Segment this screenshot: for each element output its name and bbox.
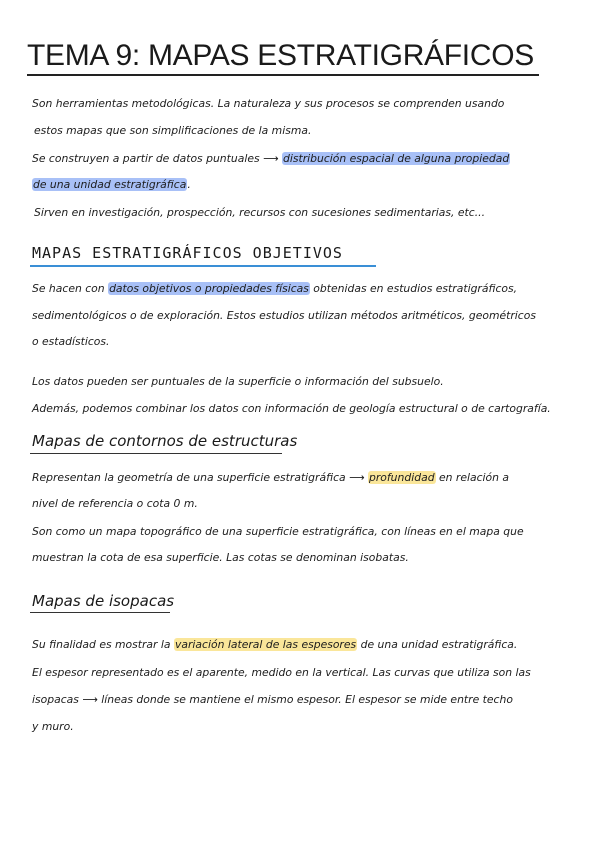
isopacas-line-2: El espesor representado es el aparente, medido en la vertical. Las curvas que utiliza son las [32,666,531,679]
contornos-line-1-start: Representan la geometría de una superficie estratigráfica [32,471,350,484]
contornos-line-3: Son como un mapa topográfico de una superficie estratigráfica, con líneas en el mapa que [32,525,524,538]
section-heading-underline [30,265,376,267]
contornos-line-1 [32,470,509,486]
intro-line-5: Sirven en investigación, prospección, recursos con sucesiones sedimentarias, etc... [34,206,486,219]
intro-line-3-text: Se construyen a partir de datos puntuales [32,152,264,165]
objetivos-line-3: o estadísticos. [32,335,110,348]
arrow-icon: ⟶ [349,471,365,484]
objetivos-line-1-start: Se hacen con [32,282,109,295]
contornos-line-4: muestran la cota de esa superficie. Las cotas se denominan isobatas. [32,551,409,564]
intro-line-2: estos mapas que son simplificaciones de la misma. [34,124,312,137]
arrow-icon: ⟶ [82,693,98,706]
highlight-unidad-estratigrafica: de una unidad estratigráfica [33,178,187,191]
section-heading-objetivos: MAPAS ESTRATIGRÁFICOS OBJETIVOS [32,244,343,262]
title-underline [27,74,539,76]
isopacas-line-3-start: isopacas [32,693,83,706]
section-heading-contornos: Mapas de contornos de estructuras [32,432,298,450]
intro-line-4 [32,177,191,193]
contornos-line-1-end: en relación a [435,471,510,484]
isopacas-line-1 [32,637,517,653]
objetivos-line-4: Los datos pueden ser puntuales de la superficie o información del subsuelo. [32,375,444,388]
highlight-datos-objetivos: datos objetivos o propiedades físicas [109,282,309,295]
objetivos-line-5: Además, podemos combinar los datos con información de geología estructural o de cartografía. [32,402,551,415]
arrow-icon: ⟶ [263,152,279,165]
isopacas-line-3-end: líneas donde se mantiene el mismo espesor. El espesor se mide entre techo [97,693,513,706]
highlight-variacion-lateral: variación lateral de las espesores [174,638,357,651]
highlight-distribucion: distribución espacial de alguna propiedad [282,152,510,165]
isopacas-line-1-start: Su finalidad es mostrar la [32,638,174,651]
intro-line-3 [32,151,510,167]
highlight-profundidad: profundidad [368,471,435,484]
page-title: TEMA 9: MAPAS ESTRATIGRÁFICOS [27,39,534,72]
isopacas-line-1-end: de una unidad estratigráfica. [357,638,518,651]
contornos-line-2: nivel de referencia o cota 0 m. [32,497,198,510]
intro-line-1: Son herramientas metodológicas. La naturaleza y sus procesos se comprenden usando [32,97,505,110]
isopacas-line-3 [32,692,513,708]
section-heading-isopacas: Mapas de isopacas [32,592,175,610]
objetivos-line-1-end: obtenidas en estudios estratigráficos, [309,282,518,295]
contornos-underline [30,453,282,454]
intro-line-4-end: . [187,178,191,191]
objetivos-line-1 [32,281,517,297]
isopacas-line-4: y muro. [32,720,74,733]
objetivos-line-2: sedimentológicos o de exploración. Estos estudios utilizan métodos aritméticos, geométricos [32,309,536,322]
isopacas-underline [30,612,170,613]
